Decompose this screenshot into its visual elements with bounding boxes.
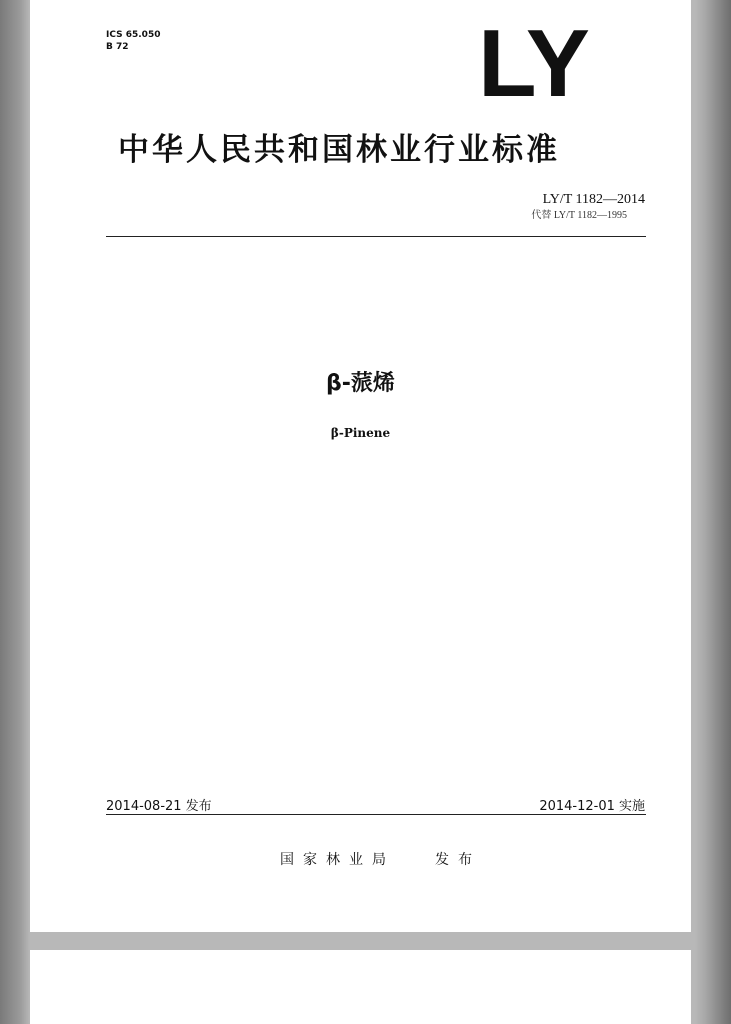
issue-label: 发布: [435, 852, 481, 868]
standard-category-title: 中华人民共和国林业行业标准: [118, 132, 560, 168]
next-page: [30, 950, 691, 1024]
standard-number: LY/T 1182—2014: [542, 192, 645, 207]
ics-code: ICS 65.050: [106, 30, 161, 40]
replaces-standard: 代替 LY/T 1182—1995: [531, 210, 627, 221]
footer-divider: [106, 814, 646, 815]
document-title-en: β-Pinene: [330, 426, 391, 440]
standard-logo: LY: [478, 10, 588, 117]
classification-code: B 72: [106, 42, 129, 52]
document-title-zh: β-蒎烯: [326, 371, 395, 396]
header-divider: [106, 236, 646, 237]
publish-date: 2014-08-21 发布: [106, 799, 212, 814]
document-page: [30, 0, 691, 932]
implement-date: 2014-12-01 实施: [539, 799, 645, 814]
issuing-authority: 国家林业局: [280, 852, 395, 868]
